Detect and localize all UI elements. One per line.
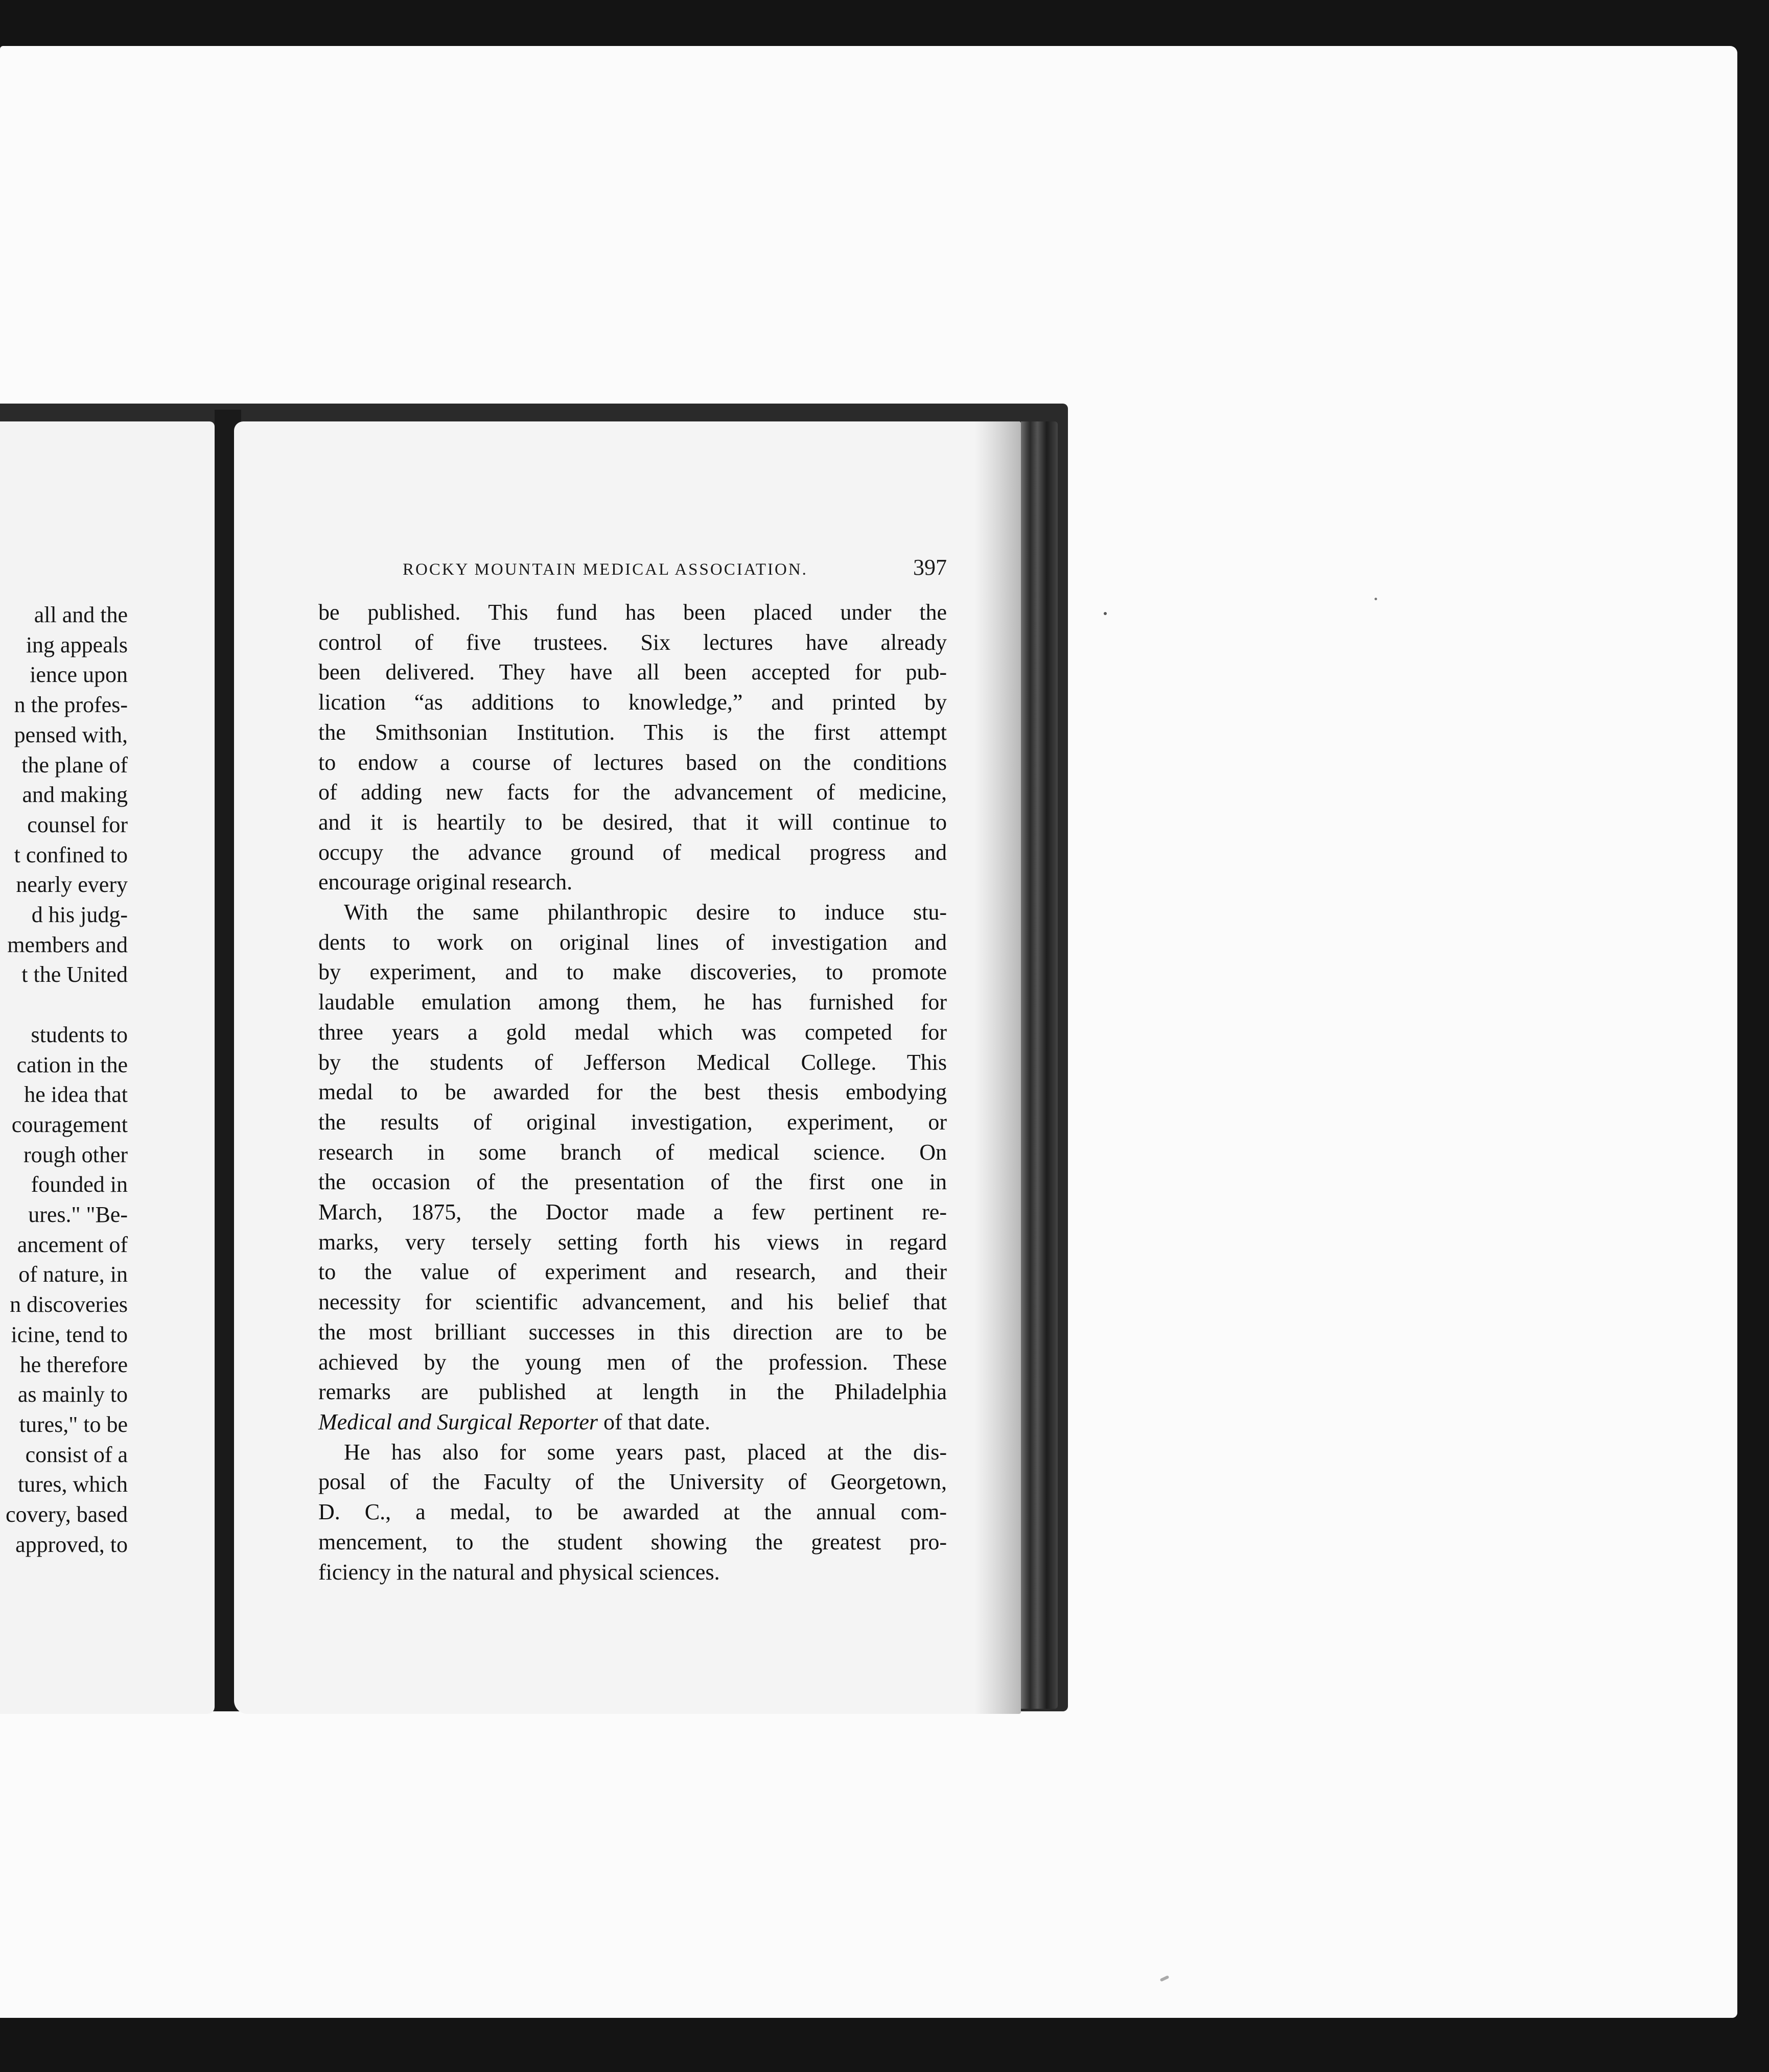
left-line: he therefore <box>19 1352 128 1377</box>
left-line: approved, to <box>15 1532 128 1557</box>
text-line: achieved by the young men of the profession. These <box>318 1349 947 1375</box>
left-line: covery, based <box>5 1502 128 1527</box>
left-line: the plane of <box>21 752 128 778</box>
left-line: tures," to be <box>19 1411 128 1437</box>
left-line: all and the <box>34 602 128 627</box>
left-line: consist of a <box>25 1442 128 1467</box>
dust-speck <box>1160 1975 1170 1982</box>
text-line: laudable emulation among them, he has furnished for <box>318 990 947 1015</box>
text-line: remarks are published at length in the Philadelphia <box>318 1379 947 1405</box>
left-line: icine, tend to <box>11 1322 128 1347</box>
left-line: n discoveries <box>10 1292 128 1317</box>
text-line: posal of the Faculty of the University of Georgetown, <box>318 1469 947 1495</box>
left-page <box>0 421 215 1714</box>
right-page <box>234 421 1021 1714</box>
journal-title: Medical and Surgical Reporter <box>318 1409 598 1434</box>
text-line: ficiency in the natural and physical sciences. <box>318 1559 720 1585</box>
text-line: three years a gold medal which was competed for <box>318 1019 947 1045</box>
text-line: necessity for scientific advancement, and his belief that <box>318 1289 947 1315</box>
text-line: encourage original research. <box>318 869 573 895</box>
book-fore-edge <box>1021 421 1058 1709</box>
text-line: medal to be awarded for the best thesis embodying <box>318 1079 947 1105</box>
text-line: marks, very tersely setting forth his views in regard <box>318 1229 947 1255</box>
text-line <box>318 1407 947 1438</box>
text-line: research in some branch of medical science. On <box>318 1139 947 1165</box>
text-line: dents to work on original lines of investigation and <box>318 929 947 955</box>
left-line: ancement of <box>17 1232 128 1257</box>
text-line: D. C., a medal, to be awarded at the annual com- <box>318 1499 947 1525</box>
left-line: rough other <box>23 1142 128 1167</box>
left-line: founded in <box>31 1172 128 1197</box>
text-line: March, 1875, the Doctor made a few pertinent re- <box>318 1199 947 1225</box>
left-line: pensed with, <box>14 722 128 747</box>
left-paragraph-gap <box>6 990 128 1020</box>
left-line: as mainly to <box>17 1382 128 1407</box>
left-line: t the United <box>21 962 128 987</box>
left-line: counsel for <box>27 812 128 837</box>
left-line: he idea that <box>24 1082 128 1108</box>
left-line: of nature, in <box>18 1262 128 1287</box>
left-line: couragement <box>11 1112 128 1137</box>
text-line: to endow a course of lectures based on the conditions <box>318 749 947 775</box>
text-fragment: of that date. <box>598 1409 710 1434</box>
left-line: n the profes- <box>14 692 128 718</box>
text-line: mencement, to the student showing the greatest pro- <box>318 1529 947 1555</box>
left-line: ures." "Be- <box>28 1202 128 1228</box>
left-line: students to <box>31 1022 128 1047</box>
text-line: lication “as additions to knowledge,” and printed by <box>318 690 947 715</box>
running-head <box>403 554 947 580</box>
text-line: by the students of Jefferson Medical College. This <box>318 1049 947 1075</box>
running-head-title: ROCKY MOUNTAIN MEDICAL ASSOCIATION. <box>403 560 808 579</box>
text-line: by experiment, and to make discoveries, to promote <box>318 959 947 985</box>
text-line: of adding new facts for the advancement of medicine, <box>318 780 947 805</box>
text-line: He has also for some years past, placed at the dis- <box>344 1439 947 1465</box>
text-line: the results of original investigation, experiment, or <box>318 1109 947 1135</box>
text-line: occupy the advance ground of medical progress and <box>318 839 947 865</box>
body-text <box>318 598 947 1587</box>
text-line: the most brilliant successes in this direction are to be <box>318 1319 947 1345</box>
dust-speck <box>1104 612 1107 615</box>
text-line: and it is heartily to be desired, that it will continue to <box>318 809 947 835</box>
left-line: ience upon <box>30 662 128 688</box>
left-line: tures, which <box>17 1472 128 1497</box>
text-line: the Smithsonian Institution. This is the first attempt <box>318 719 947 745</box>
text-line: the occasion of the presentation of the first one in <box>318 1169 947 1195</box>
left-line: and making <box>22 782 128 808</box>
film-border-bottom <box>0 2023 1769 2072</box>
text-line: to the value of experiment and research, and their <box>318 1259 947 1285</box>
page-edge-shading <box>975 421 1021 1714</box>
microfilm-frame <box>0 46 1737 2018</box>
left-line: cation in the <box>16 1052 128 1077</box>
left-line: d his judg- <box>31 902 128 928</box>
text-line: be published. This fund has been placed under the <box>318 600 947 625</box>
dust-speck <box>1375 598 1377 600</box>
page-number: 397 <box>913 555 947 580</box>
left-line: t confined to <box>14 842 128 867</box>
text-line: been delivered. They have all been accepted for pub- <box>318 660 947 685</box>
text-line: control of five trustees. Six lectures have already <box>318 629 947 655</box>
text-line: With the same philanthropic desire to induce stu- <box>344 900 947 925</box>
left-line: ing appeals <box>26 632 128 657</box>
left-page-text <box>6 600 128 1560</box>
left-line: members and <box>7 932 128 957</box>
left-line: nearly every <box>16 872 128 898</box>
